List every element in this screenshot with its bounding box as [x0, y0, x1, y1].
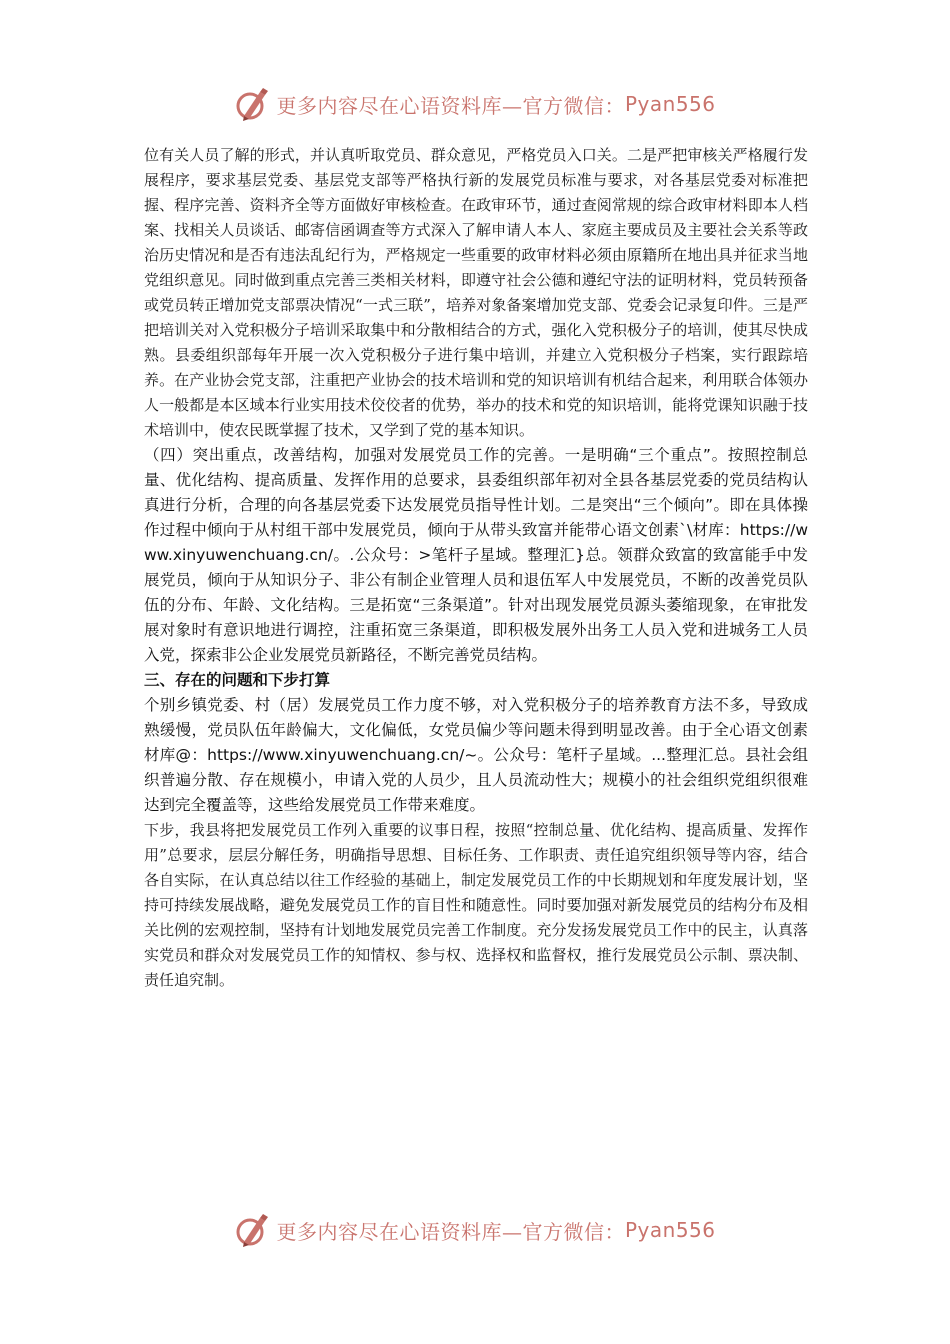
watermark-wechat-id: Pyan556 — [624, 92, 716, 116]
header-watermark — [0, 84, 950, 124]
watermark-wechat-id: Pyan556 — [624, 1218, 716, 1242]
watermark-text: 更多内容尽在心语资料库—官方微信： — [276, 1219, 625, 1244]
watermark-text: 更多内容尽在心语资料库—官方微信： — [276, 93, 625, 118]
pen-on-circle-icon — [234, 86, 270, 122]
pen-on-circle-icon — [234, 1212, 270, 1248]
paragraph-structure: （四）突出重点，改善结构，加强对发展党员工作的完善。一是明确“三个重点”。按照控制总量、优化结构、提高质量、发挥作用的总要求，县委组织部年初对全县各基层党委的党员结构认真进行分析，合理的向各基层党委下达发展党员指导性计划。二是突出“三个倾向”。即在具体操作过程中倾向于从村组干部中发展党员，倾向于从带头致富并能带心语文创素`\材库：https://www.xinyuwenchuang.cn/。.公众号：>笔杆子星域。整理汇}总。领群众致富的致富能手中发展党员，倾向于从知识分子、非公有制企业管理人员和退伍军人中发展党员，不断的改善党员队伍的分布、年龄、文化结构。三是拓宽“三条渠道”。针对出现发展党员源头萎缩现象，在审批发展对象时有意识地进行调控，注重拓宽三条渠道，即积极发展外出务工人员入党和进城务工人员入党，探索非公企业发展党员新路径，不断完善党员结构。 — [144, 446, 808, 664]
paragraph-problems: 个别乡镇党委、村（居）发展党员工作力度不够，对入党积极分子的培养教育方法不多，导致成熟缓慢，党员队伍年龄偏大，文化偏低，女党员偏少等问题未得到明显改善。由于全心语文创素材库@：https://www.xinyuwenchuang.cn/~。公众号：笔杆子星域。...整理汇总。县社会组织普遍分散、存在规模小，申请入党的人员少，且人员流动性大；规模小的社会组织党组织很难达到完全覆盖等，这些给发展党员工作带来难度。 — [144, 696, 808, 814]
footer-watermark — [0, 1210, 950, 1250]
section-heading-problems: 三、存在的问题和下步打算 — [144, 671, 331, 689]
document-body — [144, 143, 808, 993]
paragraph-next-steps: 下步，我县将把发展党员工作列入重要的议事日程，按照“控制总量、优化结构、提高质量、发挥作用”总要求，层层分解任务，明确指导思想、目标任务、工作职责、责任追究组织领导等内容，结合各自实际，在认真总结以往工作经验的基础上，制定发展党员工作的中长期规划和年度发展计划，坚持可持续发展战略，避免发展党员工作的盲目性和随意性。同时要加强对新发展党员的结构分布及相关比例的宏观控制，坚持有计划地发展党员完善工作制度。充分发扬发展党员工作中的民主，认真落实党员和群众对发展党员工作的知情权、参与权、选择权和监督权，推行发展党员公示制、票决制、责任追究制。 — [144, 821, 808, 989]
paragraph-training: 位有关人员了解的形式，并认真听取党员、群众意见，严格党员入口关。二是严把审核关严格履行发展程序，要求基层党委、基层党支部等严格执行新的发展党员标准与要求，对各基层党委对标准把握、程序完善、资料齐全等方面做好审核检查。在政审环节，通过查阅常规的综合政审材料即本人档案、找相关人员谈话、邮寄信函调查等方式深入了解申请人本人、家庭主要成员及主要社会关系等政治历史情况和是否有违法乱纪行为，严格规定一些重要的政审材料必须由原籍所在地出具并征求当地党组织意见。同时做到重点完善三类相关材料，即遵守社会公德和遵纪守法的证明材料，党员转预备或党员转正增加党支部票决情况“一式三联”，培养对象备案增加党支部、党委会记录复印件。三是严把培训关对入党积极分子培训采取集中和分散相结合的方式，强化入党积极分子的培训，使其尽快成熟。县委组织部每年开展一次入党积极分子进行集中培训，并建立入党积极分子档案，实行跟踪培养。在产业协会党支部，注重把产业协会的技术培训和党的知识培训有机结合起来，利用联合体领办人一般都是本区域本行业实用技术佼佼者的优势，举办的技术和党的知识培训，能将党课知识融于技术培训中，使农民既掌握了技术，又学到了党的基本知识。 — [144, 146, 808, 439]
